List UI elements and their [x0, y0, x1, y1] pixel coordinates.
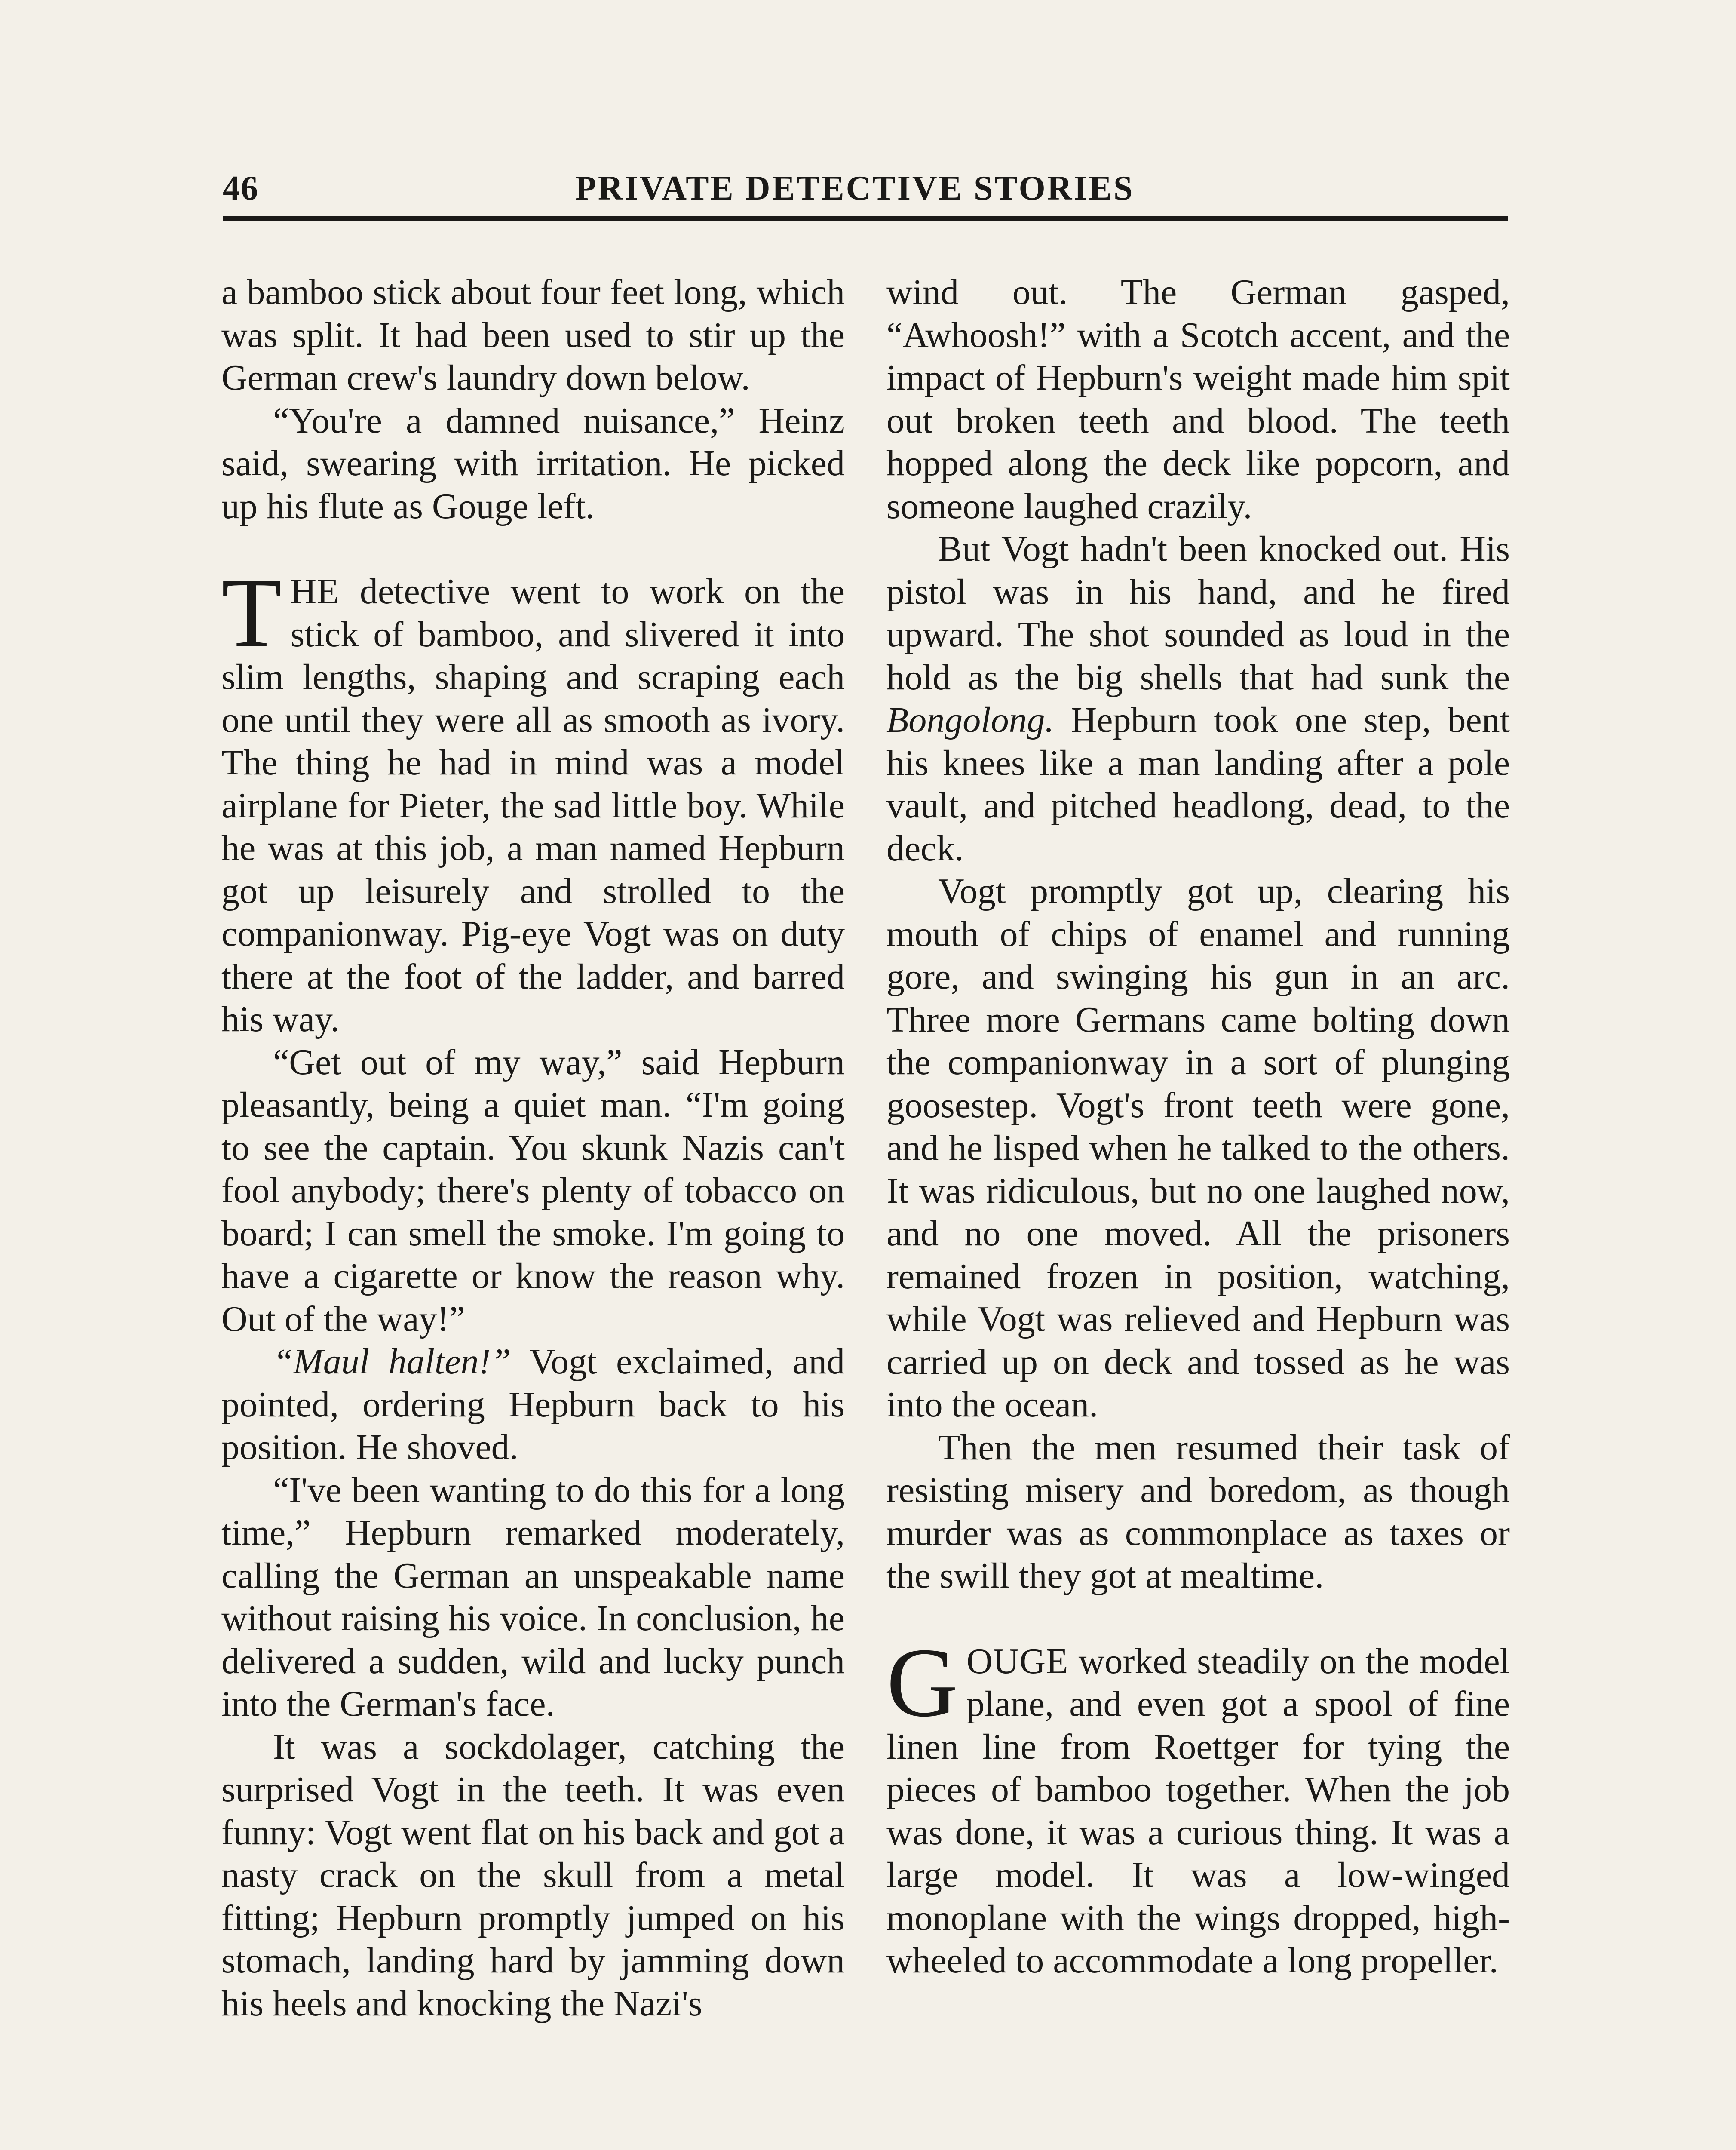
paragraph: “Get out of my way,” said Hepburn pleasantly, being a quiet man. “I'm going to see the captain. You skunk Nazis can't fool anybody; there's plenty of tobacco on board; I can smell the smoke. I'm going to have a cigarette or know the reason why. Out of the way!” [221, 1042, 845, 1339]
paragraph: Vogt promptly got up, clearing his mouth of chips of enamel and running gore, and swinging his gun in an arc. Three more Germans came bolting down the companionway in a sort of plunging goosestep. Vogt's front teeth were gone, and he lisped when he talked to the others. It was ridiculous, but no one laughed now, and no one moved. All the prisoners remained frozen in position, watching, while Vogt was relieved and Hepburn was carried up on deck and tossed as he was into the ocean. [886, 871, 1510, 1425]
paragraph: a bamboo stick about four feet long, which was split. It had been used to stir up the German crew's laundry down below. [221, 272, 845, 398]
drop-cap: T [221, 558, 282, 667]
paragraph [886, 528, 1510, 870]
lead-in: HE [290, 571, 340, 611]
section-paragraph [886, 1627, 1510, 1982]
paragraph-text: But Vogt hadn't been knocked out. His pistol was in his hand, and he fired upward. The shot sounded as loud in the hold as the big shells that had sunk the [886, 529, 1510, 697]
running-head [223, 166, 1508, 221]
paragraph-text: Hepburn took one step, bent his knees like a man landing after a pole vault, and pitched headlong, dead, to the deck. [886, 700, 1510, 869]
paragraph-text: detective went to work on the stick of bamboo, and slivered it into slim lengths, shaping and scraping each one until they were all as smooth as ivory. The thing he had in mind was a model airplane for Pieter, the sad little boy. While he was at this job, a man named Hepburn got up leisurely and strolled to the companionway. Pig-eye Vogt was on duty there at the foot of the ladder, and barred his way. [221, 571, 845, 1039]
paragraph: “I've been wanting to do this for a long time,” Hepburn remarked moderately, calling the German an unspeakable name without raising his voice. In conclusion, he delivered a sudden, wild and lucky punch into the German's face. [221, 1470, 845, 1724]
drop-cap: G [886, 1627, 958, 1737]
paragraph: “You're a damned nuisance,” Heinz said, swearing with irritation. He picked up his flute as Gouge left. [221, 400, 845, 526]
running-title: PRIVATE DETECTIVE STORIES [575, 169, 1135, 207]
paragraph: It was a sockdolager, catching the surprised Vogt in the teeth. It was even funny: Vogt went flat on his back and got a nasty crack on the skull from a metal fitting; Hepburn promptly jumped on his stomach, landing hard by jamming down his heels and knocking the Nazi's [221, 1726, 845, 2024]
paragraph-text: worked steadily on the model plane, and even got a spool of fine linen line from Roettger for tying the pieces of bamboo together. When the job was done, it was a curious thing. It was a large model. It was a low-winged monoplane with the wings dropped, high-wheeled to accommodate a long propeller. [886, 1641, 1510, 1981]
lead-in: OUGE [966, 1641, 1069, 1681]
paragraph: Then the men resumed their task of resisting misery and boredom, as though murder was as commonplace as taxes or the swill they got at mealtime. [886, 1427, 1510, 1596]
page-number: 46 [223, 169, 259, 207]
left-column [221, 271, 845, 2025]
italic-phrase: “Maul halten!” [273, 1342, 511, 1382]
right-column [886, 271, 1510, 1982]
paragraph-text: Vogt exclaimed, and pointed, ordering Hepburn back to his position. He shoved. [221, 1342, 845, 1467]
paragraph [221, 1340, 845, 1469]
section-paragraph [221, 558, 845, 1041]
paragraph: wind out. The German gasped, “Awhoosh!” with a Scotch accent, and the impact of Hepburn's weight made him spit out broken teeth and blood. The teeth hopped along the deck like popcorn, and someone laughed crazily. [886, 272, 1510, 526]
ship-name: Bongolong. [886, 700, 1054, 740]
header-rule [223, 216, 1508, 221]
